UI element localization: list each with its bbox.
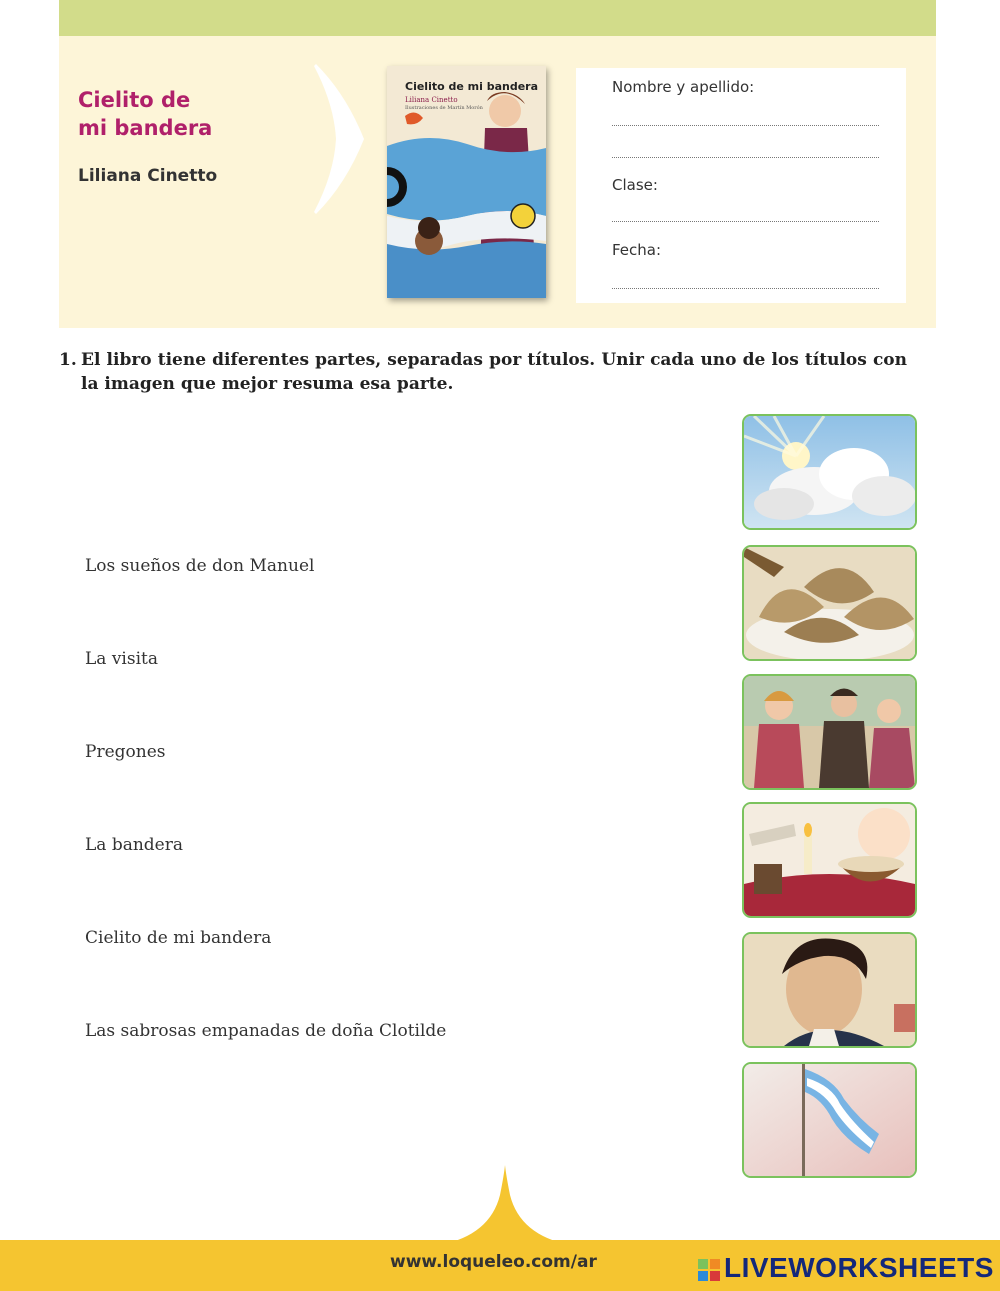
candle-table-image[interactable]	[742, 802, 917, 918]
date-label: Fecha:	[612, 241, 662, 259]
title-item[interactable]: Las sabrosas empanadas de doña Clotilde	[85, 1021, 447, 1041]
book-cover	[387, 66, 546, 298]
title-item[interactable]: Los sueños de don Manuel	[85, 556, 315, 576]
book-title-line-2: mi bandera	[78, 116, 213, 140]
title-item[interactable]: Pregones	[85, 742, 166, 762]
name-line-2[interactable]	[612, 157, 879, 158]
empanadas-image[interactable]	[742, 545, 917, 661]
exercise-text: El libro tiene diferentes partes, separadas por títulos. Unir cada uno de los títulos con la imagen que mejor resuma esa parte.	[81, 350, 907, 394]
book-title	[78, 86, 278, 142]
class-line[interactable]	[612, 221, 879, 222]
chevron-decoration-icon	[312, 64, 368, 214]
title-item[interactable]: La visita	[85, 649, 158, 669]
top-green-bar	[59, 0, 936, 36]
cover-title: Cielito de mi bandera	[405, 80, 539, 93]
name-label: Nombre y apellido:	[612, 78, 755, 96]
class-label: Clase:	[612, 176, 658, 194]
liveworksheets-logo-icon	[698, 1259, 720, 1281]
sky-clouds-sun-image[interactable]	[742, 414, 917, 530]
visit-characters-image[interactable]	[742, 674, 917, 790]
cover-author: Liliana Cinetto	[405, 96, 458, 104]
flag-image[interactable]	[742, 1062, 917, 1178]
name-line-1[interactable]	[612, 125, 879, 126]
footer-brand: LIVEWORKSHEETS	[724, 1252, 994, 1283]
date-line[interactable]	[612, 288, 879, 289]
exercise-number: 1.	[59, 350, 77, 370]
don-manuel-portrait-image[interactable]	[742, 932, 917, 1048]
footer-url[interactable]: www.loqueleo.com/ar	[390, 1252, 597, 1272]
cover-illustrator: Ilustraciones de Martín Morón	[405, 105, 483, 111]
book-title-line-1: Cielito de	[78, 88, 191, 112]
footer-bump-decoration	[440, 1165, 570, 1245]
title-item[interactable]: Cielito de mi bandera	[85, 928, 272, 948]
book-author: Liliana Cinetto	[78, 166, 218, 186]
title-item[interactable]: La bandera	[85, 835, 183, 855]
